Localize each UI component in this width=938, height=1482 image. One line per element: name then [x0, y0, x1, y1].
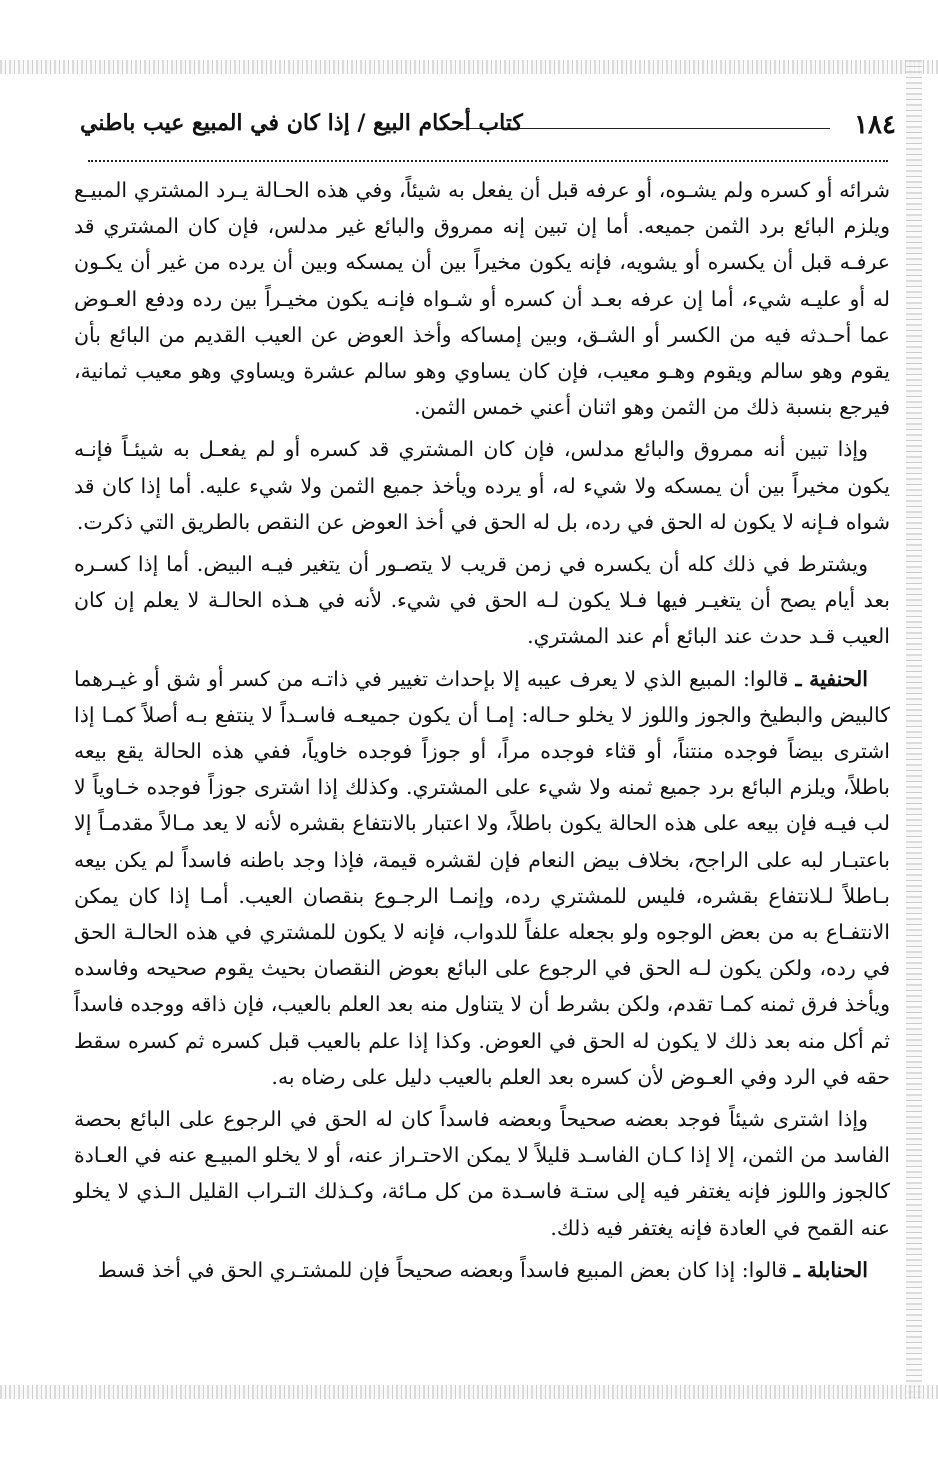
decorative-border-right	[906, 60, 922, 1399]
paragraph: وإذا تبين أنه ممروق والبائع مدلس، فإن كان المشتري قد كسره أو لم يفعـل به شيئـاً فإنـه يكون مخيراً بين أن يمسكه ولا شيء له، أو يرده ويأخذ جميع الثمن ولا شيء عليه. أما إذا كان قد شواه فـإنه لا يكون له الحق في رده، بل له الحق في أخذ العوض عن النقص بالطريق التي ذكرت.	[74, 437, 890, 534]
paragraph-hanafi: الحنفية ـ قالوا: المبيع الذي لا يعرف عيبه إلا بإحداث تغيير في ذاتـه من كسر أو شق أو غيـرهما كالبيض والبطيخ والجوز واللوز لا يخلو حـاله: إمـا أن يكون جميعـه فاسـداً لا ينتفع بـه أصلاً كمـا إذا اشترى بيضاً فوجده منتناً، أو قثاء فوجده مراً، أو جوزاً فوجده خاوياً، ففي هذه الحالة يقع بيعه باطلاً، ويلزم البائع برد جميع ثمنه ولا شيء على المشتري. وكذلك إذا اشترى جوزاً فوجده خـاوياً لا لب فيـه فإن بيعه على هذه الحالة يكون باطلاً، ولا اعتبار بالانتفاع بقشره لأنه لا يعد مـالاً مقدمـاً إلا باعتبـار لبه على الراجح، بخلاف بيض النعام فإن لقشره قيمة، فإذا وجد باطنه فاسداً لم يكن بيعه بـاطلاً لـلانتفاع بقشره، فليس للمشتري رده، وإنمـا الرجـوع بنقصان العيب. أمـا إذا كان يمكن الانتفـاع به من بعض الوجوه ولو بجعله علفاً للدواب، فإنه لا يكون للمشتري في هذه الحالـة الحق في رده، ولكن يكون لـه الحق في الرجوع على البائع بعوض النقصان بحيث يقوم صحيحه وفاسده ويأخذ فرق ثمنه كمـا تقدم، ولكن بشرط أن لا يتناول منه بعد العلم بالعيب، فإن ذاقه ووجده فاسداً ثم أكل منه بعد ذلك لا يكون له الحق في العوض. وكذا إذا علم بالعيب قبل كسره ثم كسره سقط حقه في الرد وفي العـوض لأن كسره بعد العلم بالعيب دليل على رضاه به.	[74, 666, 890, 1089]
page-number: ١٨٤	[854, 110, 896, 140]
school-heading: الحنابلة ـ	[793, 1257, 868, 1282]
paragraph: وإذا اشترى شيئاً فوجد بعضه صحيحاً وبعضه فاسداً كان له الحق في الرجوع على البائع بحصة الفاسد من الثمن، إلا إذا كـان الفاسـد قليلاً لا يمكن الاحتـراز عنه، أو لا يخلو المبيـع عنه في العـادة كالجوز واللوز فإنه يغتفر فيه إلى ستـة فاسـدة من كل مـائة، وكـذلك التـراب القليل الـذي لا يخلو عنه القمح في العادة فإنه يغتفر فيه ذلك.	[74, 1107, 890, 1240]
decorative-border-top	[0, 60, 938, 74]
page-header	[72, 106, 896, 146]
decorative-border-bottom	[0, 1385, 938, 1399]
running-title: كتاب أحكام البيع / إذا كان في المبيع عيب باطني	[80, 110, 523, 136]
paragraph-hanbali: الحنابلة ـ قالوا: إذا كان بعض المبيع فاسداً وبعضه صحيحاً فإن للمشتـري الحق في أخذ قسط	[97, 1257, 868, 1282]
paragraph: شرائه أو كسره ولم يشـوه، أو عرفه قبل أن يفعل به شيئاً، وفي هذه الحـالة يـرد المشتري المبيـع ويلزم البائع برد الثمن جميعه. أما إن تبين إنه ممروق والبائع غير مدلس، فإن كان المشتري قد عرفـه قبل أن يكسره أو يشويه، فإنه يكون مخيراً بين أن يمسكه وبين أن يرده من غير أن يكـون له أو عليـه شيء، أما إن عرفه بعـد أن كسره أو شـواه فإنـه يكون مخيـراً بين رده ودفع العـوض عما أحـدثه فيه من الكسر أو الشـق، وبين إمساكه وأخذ العوض عن العيب القديم من البائع بأن يقوم وهو سالم ويقوم وهـو معيب، فإن كان يساوي وهو سالم عشرة ويساوي وهو معيب ثمانية، فيرجع بنسبة ذلك من الثمن وهو اثنان أعني خمس الثمن.	[74, 178, 890, 420]
school-heading: الحنفية ـ	[795, 666, 868, 691]
body-text	[74, 172, 890, 1294]
header-dotted-divider	[88, 160, 888, 162]
paragraph: ويشترط في ذلك كله أن يكسره في زمن قريب لا يتصـور أن يتغير فيـه البيض. أما إذا كسـره بعد أيام يصح أن يتغيـر فيها فـلا يكون لـه الحق في شيء. لأنه في هـذه الحالـة لا يعلم إن كان العيب قـد حدث عند البائع أم عند المشتري.	[74, 552, 890, 649]
